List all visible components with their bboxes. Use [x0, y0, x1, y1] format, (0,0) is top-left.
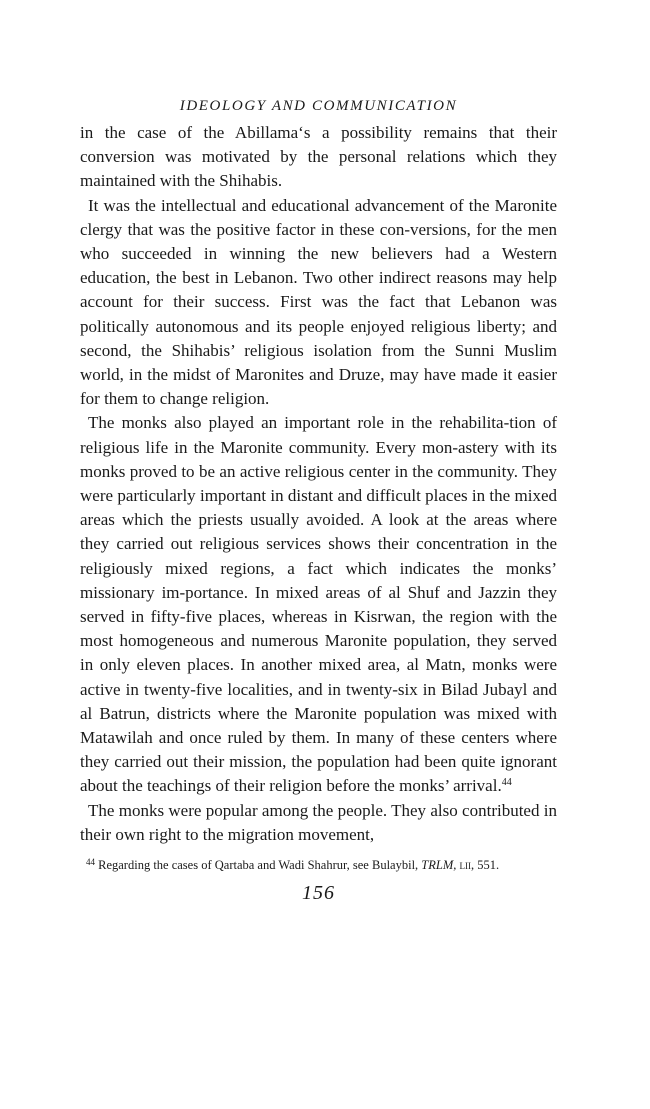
- paragraph-1: [80, 121, 557, 194]
- running-head: IDEOLOGY AND COMMUNICATION: [179, 98, 458, 114]
- paragraph-2: [80, 194, 557, 412]
- paragraph-3-text: The monks also played an important role in the rehabilita-tion of religious life in the Maronite community. Every mon-astery with its monks proved to be an active religious center in the community. They were particularly important in distant and difficult places in the mixed areas which the priests usually avoided. A look at the areas where they carried out religious services shows their concentration in the religiously mixed regions, a fact which indicates the monks’ missionary im-portance. In mixed areas of al Shuf and Jazzin they served in fifty-five places, whereas in Kisrwan, the region with the most homogeneous and numerous Maronite population, they served in only eleven places. In another mixed area, al Matn, monks were active in twenty-five localities, and in twenty-six in Bilad Jubayl and al Batrun, districts where the Maronite population was mixed with Matawilah and once ruled by them. In many of these centers where they carried out their mission, the population had been quite ignorant about the teachings of their religion before the monks’ arrival.: [80, 413, 557, 796]
- footnote-number: 44: [86, 857, 95, 868]
- paragraph-4: [80, 799, 557, 847]
- paragraph-3: [80, 411, 557, 798]
- paragraph-2-text: It was the intellectual and educational advancement of the Maronite clergy that was the positive factor in these con-versions, for the men who succeeded in winning the new believers had a Western education, the best in Lebanon. Two other indirect reasons may help account for their success. First was the fact that Lebanon was politically autonomous and its people enjoyed religious liberty; and second, the Shihabis’ religious isolation from the Sunni Muslim world, in the midst of Maronites and Druze, may have made it easier for them to change religion.: [80, 195, 557, 409]
- page: [80, 98, 557, 905]
- footnote-reference[interactable]: 44: [501, 777, 512, 789]
- footnote-volume: lii,: [456, 858, 475, 873]
- footnote-italic-source: TRLM,: [421, 858, 457, 873]
- body-text: [80, 121, 557, 847]
- footnote-text-before: Regarding the cases of Qartaba and Wadi Shahrur, see Bulaybil,: [95, 858, 422, 873]
- paragraph-1-text: in the case of the Abillama‘s a possibility remains that their conversion was motivated by the personal relations which they maintained with the Shihabis.: [80, 123, 557, 191]
- page-number: 156: [302, 882, 335, 905]
- paragraph-4-text: The monks were popular among the people. They also contributed in their own right to the migration movement,: [80, 800, 557, 844]
- footnote: [80, 857, 557, 874]
- footnote-text-after: 551.: [474, 858, 500, 873]
